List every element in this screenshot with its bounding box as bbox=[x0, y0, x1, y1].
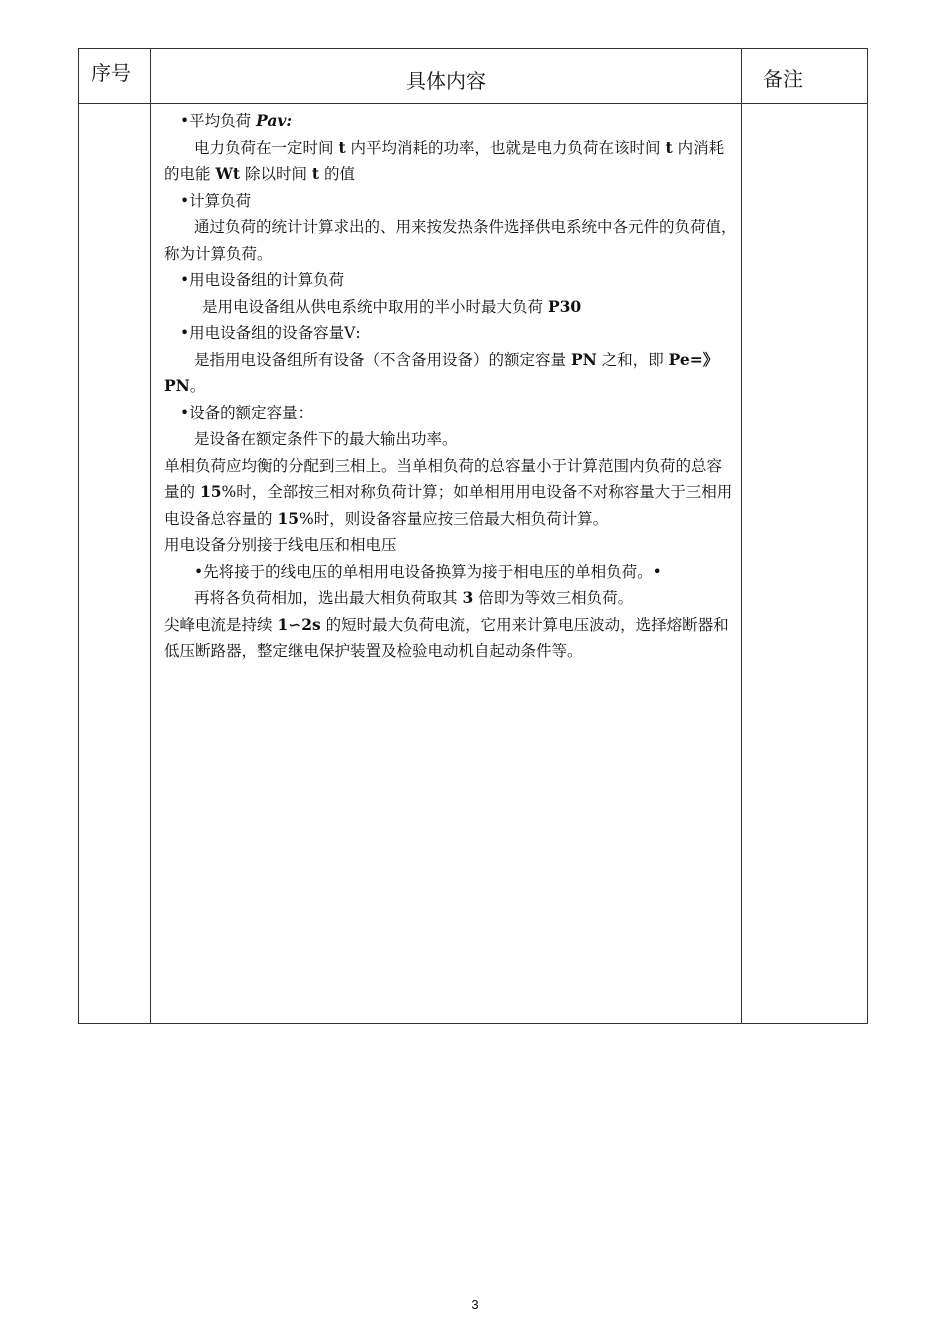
para-calc-load-desc: 通过负荷的统计计算求出的、用来按发热条件选择供电系统中各元件的负荷值，称为计算负荷。 bbox=[164, 218, 737, 263]
seq-cell bbox=[79, 104, 151, 1024]
page-number: 3 bbox=[471, 1297, 479, 1312]
para-calc-load-title: •计算负荷 bbox=[180, 191, 252, 210]
header-content: 具体内容 bbox=[151, 49, 742, 104]
content-table bbox=[78, 48, 868, 1024]
remark-cell bbox=[742, 104, 868, 1024]
para-single-phase: 单相负荷应均衡的分配到三相上。当单相负荷的总容量小于计算范围内负荷的总容量的 15%时，全部按三相对称负荷计算；如单相用用电设备不对称容量大于三相用电设备总容量的 15%时，则设备容量应按三倍最大相负荷计算。 bbox=[164, 456, 733, 528]
para-group-calc-load-title: •用电设备组的计算负荷 bbox=[180, 271, 345, 289]
header-remark: 备注 bbox=[742, 49, 868, 104]
para-average-load-desc: 电力负荷在一定时间 t 内平均消耗的功率，也就是电力负荷在该时间 t 内消耗的电能 Wt 除以时间 t 的值 bbox=[164, 137, 725, 183]
para-average-load-title: •平均负荷 Pav: bbox=[180, 111, 293, 130]
content-cell bbox=[151, 104, 742, 1024]
body-row bbox=[79, 104, 868, 1024]
para-capacity-title: •用电设备组的设备容量Ⅴ: bbox=[180, 324, 361, 342]
header-seq: 序号 bbox=[79, 49, 151, 104]
header-row bbox=[79, 49, 868, 104]
para-voltage-title: 用电设备分别接于线电压和相电压 bbox=[164, 536, 397, 554]
para-rated-capacity-title: •设备的额定容量： bbox=[180, 403, 314, 422]
para-voltage-step1: •先将接于的线电压的单相用电设备换算为接于相电压的单相负荷。• bbox=[194, 562, 662, 581]
para-group-calc-load-desc: 是用电设备组从供电系统中取用的半小时最大负荷 P30 bbox=[202, 296, 582, 316]
para-peak-current: 尖峰电流是持续 1∽2s 的短时最大负荷电流，它用来计算电压波动，选择熔断器和低压断路器，整定继电保护装置及检验电动机自起动条件等。 bbox=[164, 614, 729, 660]
para-voltage-step2: 再将各负荷相加，选出最大相负荷取其 3 倍即为等效三相负荷。 bbox=[194, 588, 634, 607]
para-capacity-desc: 是指用电设备组所有设备（不含备用设备）的额定容量 PN 之和，即 Pe=》PN。 bbox=[164, 349, 719, 395]
para-rated-capacity-desc: 是设备在额定条件下的最大输出功率。 bbox=[194, 430, 458, 448]
